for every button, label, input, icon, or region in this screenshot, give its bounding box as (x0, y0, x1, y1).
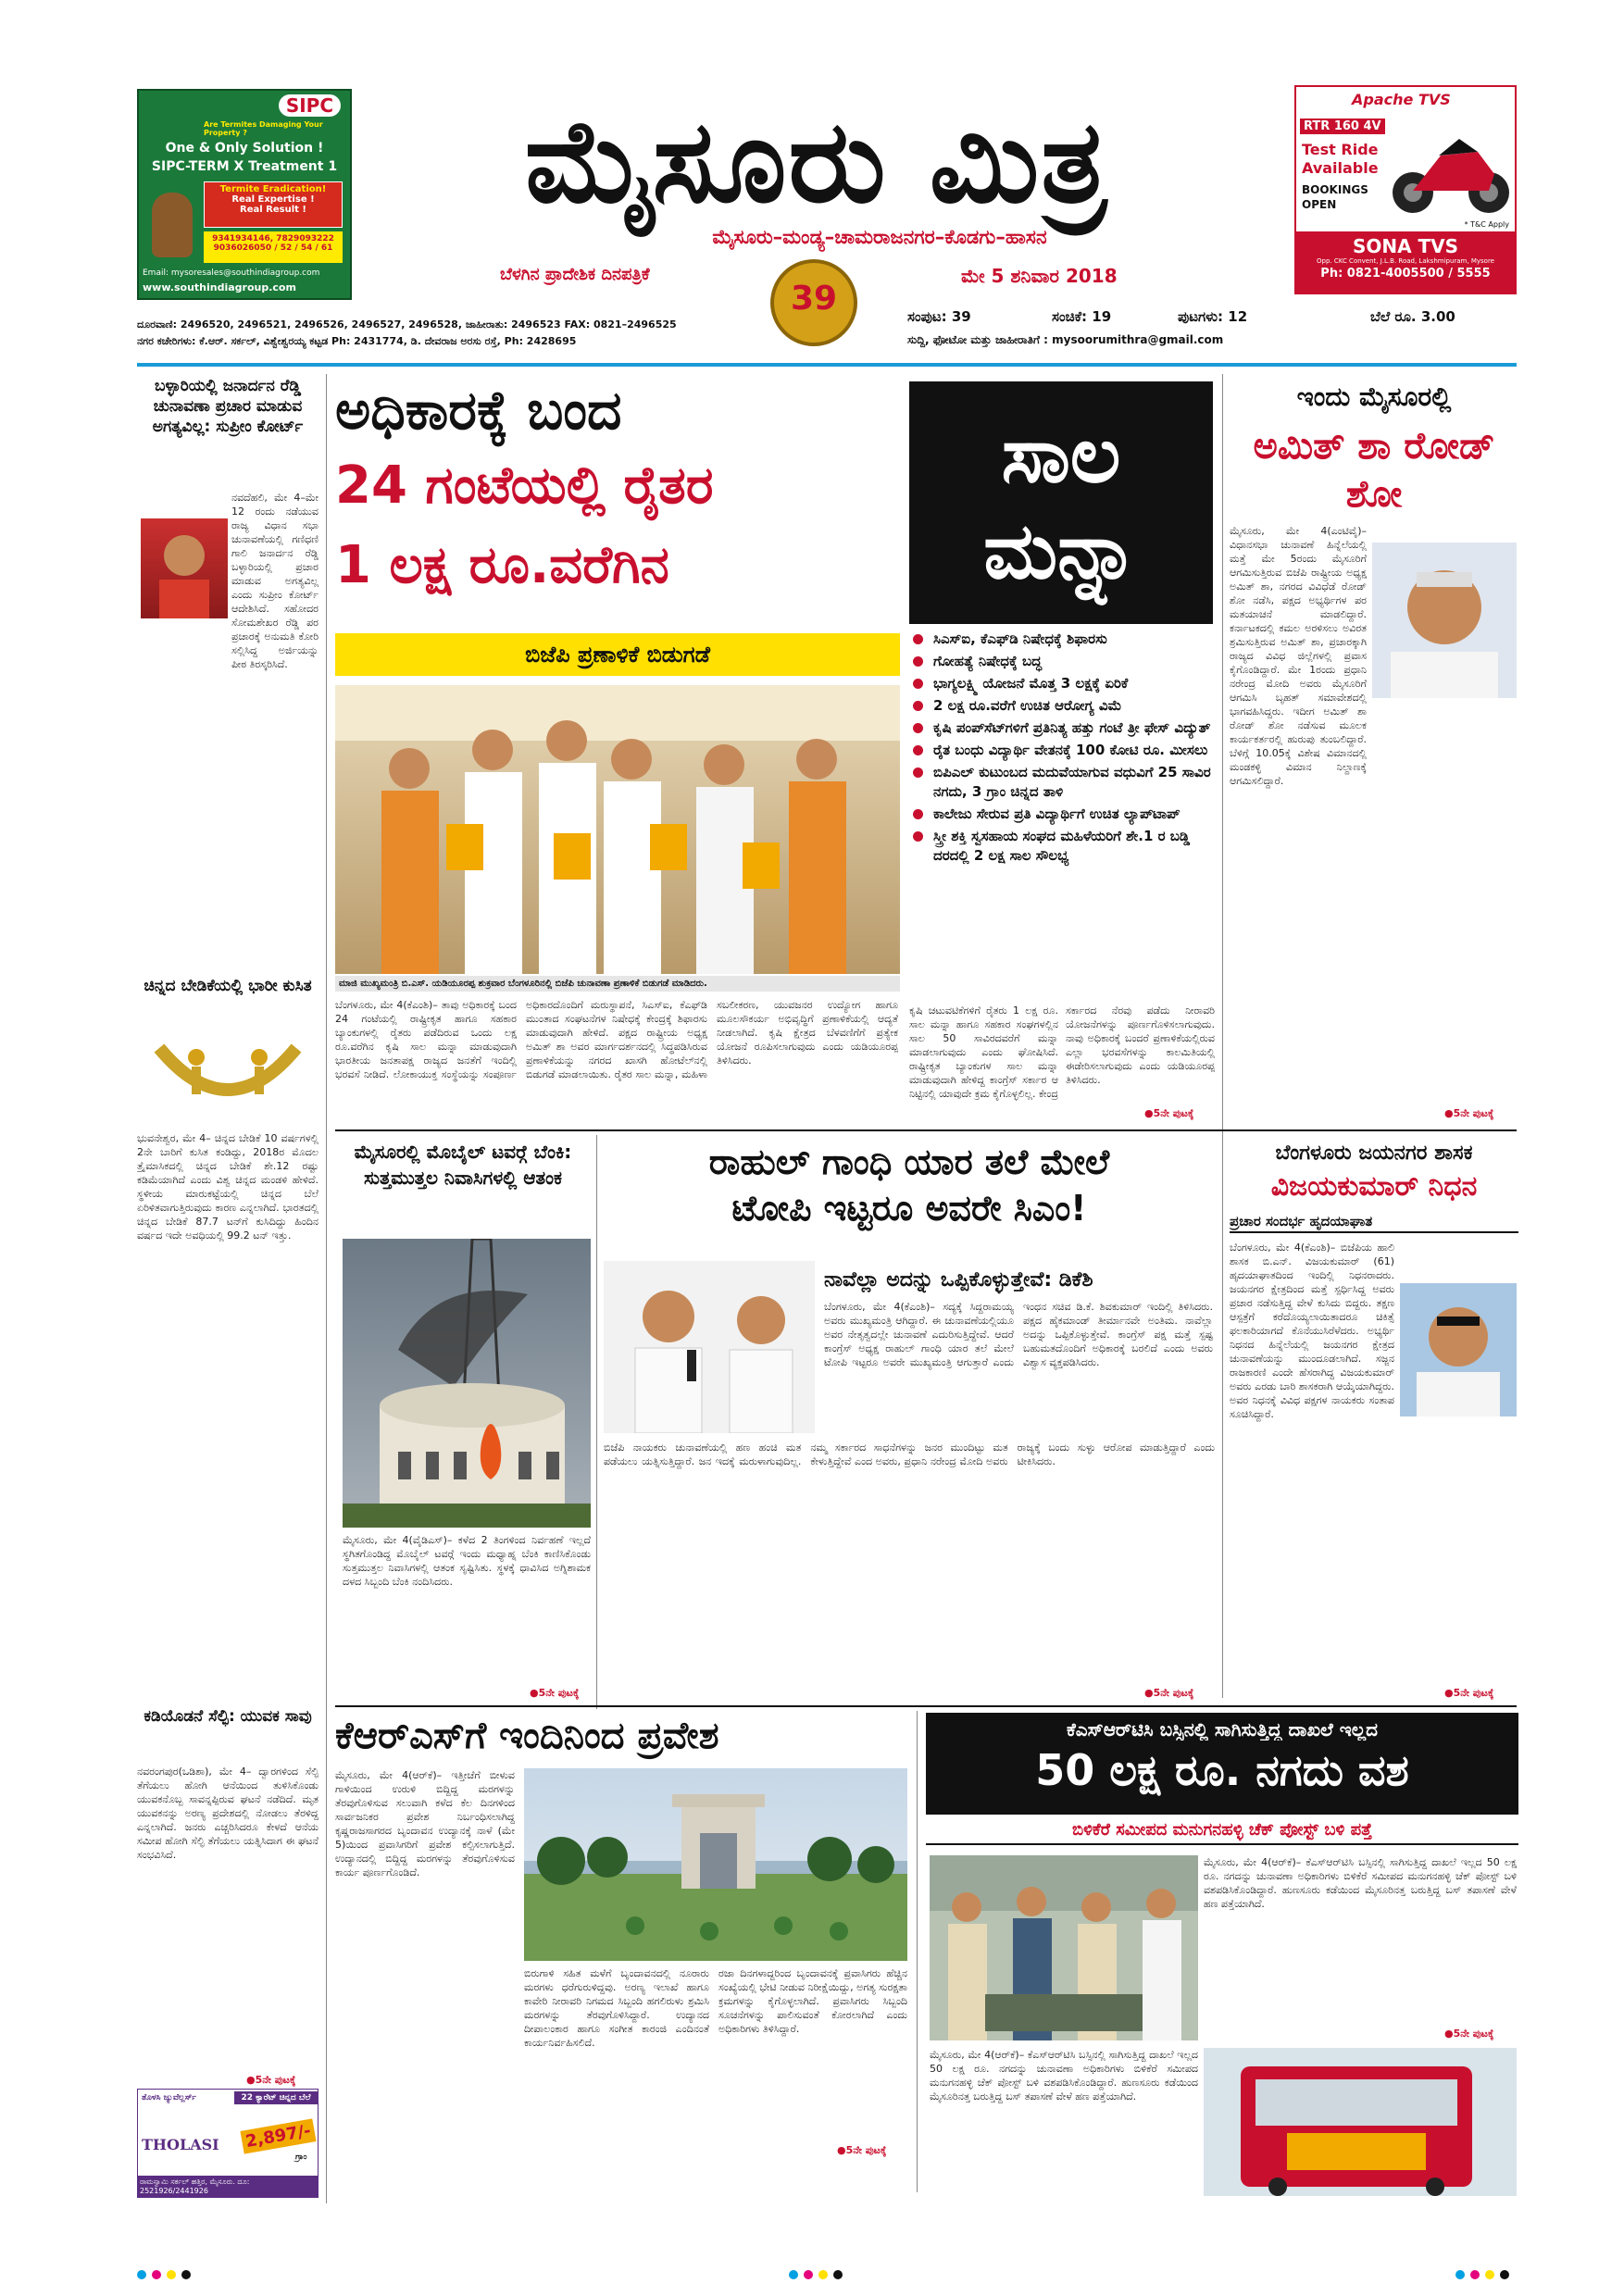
krs-photo (524, 1768, 907, 1961)
lead-bullet: ಸಿಎಸ್‍ಐ, ಕೆಎಫ್‍ಡಿ ನಿಷೇಧಕ್ಕೆ ಶಿಫಾರಸು (909, 630, 1215, 649)
ksrtc-head: 50 ಲಕ್ಷ ರೂ. ನಗದು ವಶ (1035, 1745, 1409, 1795)
ksrtc-cash-photo (930, 1855, 1198, 2040)
ad-sipc-phones: 9341934146, 7829093222 (212, 234, 334, 243)
lead-bullet: 2 ಲಕ್ಷ ರೂ.ವರೆಗೆ ಉಚಿತ ಆರೋಗ್ಯ ವಿಮೆ (909, 696, 1215, 716)
masthead-volume: ಸಂಪುಟ: 39 (907, 308, 971, 325)
ad-sipc-line4: Real Expertise ! (231, 194, 315, 205)
registration-dot-yellow (1485, 2270, 1494, 2279)
registration-dot-cyan (789, 2270, 798, 2279)
registration-dot-yellow (818, 2270, 828, 2279)
ksrtc-continue[interactable]: ●5ನೇ ಪುಟಕ್ಕೆ (1444, 2028, 1494, 2040)
lead-bullet: ಕೃಷಿ ಪಂಪ್‍ಸೆಟ್‍ಗಳಿಗೆ ಪ್ರತಿನಿತ್ಯ ಹತ್ತು ಗಂಟೆ ತ್ರೀ ಫೇಸ್ ವಿದ್ಯುತ್ (909, 718, 1215, 738)
lead-sub: ಬಿಜೆಪಿ ಪ್ರಣಾಳಿಕೆ ಬಿಡುಗಡೆ (335, 633, 900, 676)
jay-sub: ಪ್ರಚಾರ ಸಂದರ್ಭ ಹೃದಯಾಘಾತ (1230, 1213, 1518, 1233)
masthead-rule (137, 363, 1517, 367)
masthead-phones: ದೂರವಾಣಿ: 2496520, 2496521, 2496526, 2496527, 2496528, ಜಾಹೀರಾತು: 2496523 FAX: 0821–2496525 (137, 318, 677, 331)
lead-bullet: ಸ್ತ್ರೀ ಶಕ್ತಿ ಸ್ವಸಹಾಯ ಸಂಘದ ಮಹಿಳೆಯರಿಗೆ ಶೇ.1 ರ ಬಡ್ಡಿ ದರದಲ್ಲಿ 2 ಲಕ್ಷ ಸಾಲ ಸೌಲಭ್ಯ (909, 827, 1215, 866)
ad-sipc-line1: One & Only Solution ! (165, 141, 324, 156)
tower-photo (343, 1239, 591, 1528)
ad-tholasi-unit: ಗ್ರಾಂ (295, 2152, 307, 2162)
left-col-divider (326, 374, 327, 2203)
lead-box-text: ಸಾಲ ಮನ್ನಾ (983, 409, 1139, 596)
dks-photo (604, 1261, 815, 1433)
ad-sipc-phones-box (204, 231, 343, 263)
ad-sipc-line2: SIPC-TERM X Treatment 1 (151, 159, 338, 174)
tower-divider (596, 1135, 597, 1709)
right-col-divider (1222, 374, 1223, 1698)
krs-divider (917, 1711, 918, 2192)
amit-continue[interactable]: ●5ನೇ ಪುಟಕ್ಕೆ (1444, 1107, 1494, 1119)
lead-bullet: ಗೋಹತ್ಯೆ ನಿಷೇಧಕ್ಕೆ ಬದ್ಧ (909, 652, 1215, 671)
masthead-title: ಮೈಸೂರು ಮಿತ್ರ (524, 94, 1109, 229)
ad-sipc-line5: Real Result ! (240, 205, 306, 215)
krs-body2: ಬಿರುಗಾಳಿ ಸಹಿತ ಮಳೆಗೆ ಬೃಂದಾವನದಲ್ಲಿ ನೂರಾರು ಮರಗಳು ಧರೆಗುರುಳಿದ್ದವು. ಅರಣ್ಯ ಇಲಾಖೆ ಹಾಗೂ ಕಾವೇರಿ ನೀರಾವರಿ ನಿಗಮದ ಸಿಬ್ಬಂದಿ ಹಗಲಿರುಳು ಶ್ರಮಿಸಿ ಮರಗಳನ್ನು ತೆರವುಗೊಳಿಸಿದ್ದಾರೆ. ಉದ್ಯಾನದ ದೀಪಾಲಂಕಾರ ಹಾಗೂ ಸಂಗೀತ ಕಾರಂಜಿ ಎಂದಿನಂತೆ ಕಾರ್ಯನಿರ್ವಹಿಸಲಿದೆ. (524, 1967, 709, 2049)
ad-tholasi-addr: ರಾಮಸ್ವಾಮಿ ಸರ್ಕಲ್ ಹತ್ತಿರ, ಮೈಸೂರು. ದೂ: 2521926/2441926 (138, 2176, 318, 2197)
ksrtc-banner (926, 1713, 1518, 1815)
ad-tvs-ph: Ph: 0821-4005500 / 5555 (1320, 267, 1491, 281)
jay-body: ಬೆಂಗಳೂರು, ಮೇ 4(ಕೆಎಂಶಿ)– ಬಿಜೆಪಿಯ ಹಾಲಿ ಶಾಸಕ ಬಿ.ಎನ್. ವಿಜಯಕುಮಾರ್ (61) ಹೃದಯಾಘಾತದಿಂದ ಇಂದಿಲ್ಲಿ ನಿಧನರಾದರು. ಜಯನಗರ ಕ್ಷೇತ್ರದಿಂದ ಮತ್ತೆ ಸ್ಪರ್ಧಿಸಿದ್ದ ಅವರು ಪ್ರಚಾರ ನಡೆಸುತ್ತಿದ್ದ ವೇಳೆ ಕುಸಿದು ಬಿದ್ದರು. ತಕ್ಷಣ ಆಸ್ಪತ್ರೆಗೆ ಕರೆದೊಯ್ಯಲಾಯಿತಾದರೂ ಚಿಕಿತ್ಸೆ ಫಲಕಾರಿಯಾಗದೆ ಕೊನೆಯುಸಿರೆಳೆದರು. ಅಭ್ಯರ್ಥಿ ನಿಧನದ ಹಿನ್ನೆಲೆಯಲ್ಲಿ ಜಯನಗರ ಕ್ಷೇತ್ರದ ಚುನಾವಣೆಯನ್ನು ಮುಂದೂಡಲಾಗಿದೆ. ಸಜ್ಜನ ರಾಜಕಾರಣಿ ಎಂದೇ ಹೆಸರಾಗಿದ್ದ ವಿಜಯಕುಮಾರ್ ಅವರು ಎರಡು ಬಾರಿ ಶಾಸಕರಾಗಿ ಆಯ್ಕೆಯಾಗಿದ್ದರು. ಅವರ ನಿಧನಕ್ಕೆ ವಿವಿಧ ಪಕ್ಷಗಳ ನಾಯಕರು ಸಂತಾಪ ಸೂಚಿಸಿದ್ದಾರೆ. (1230, 1242, 1394, 1420)
registration-dot-black (181, 2270, 191, 2279)
krs-continue[interactable]: ●5ನೇ ಪುಟಕ್ಕೆ (837, 2144, 887, 2156)
lead-bullet: ಭಾಗ್ಯಲಕ್ಷ್ಮಿ ಯೋಜನೆ ಮೊತ್ತ 3 ಲಕ್ಷಕ್ಕೆ ಏರಿಕೆ (909, 674, 1215, 693)
krs-head: ಕೆಆರ್‌ಎಸ್‌ಗೆ ಇಂದಿನಿಂದ ಪ್ರವೇಶ (335, 1715, 719, 1757)
ad-sipc-web: www.southindiagroup.com (143, 281, 296, 293)
masthead-price: ಬೆಲೆ ರೂ. 3.00 (1370, 308, 1455, 325)
hrule-bottom (335, 1705, 1517, 1707)
krs-body3: ರಜಾ ದಿನಗಳಾದ್ದರಿಂದ ಬೃಂದಾವನಕ್ಕೆ ಪ್ರವಾಸಿಗರು ಹೆಚ್ಚಿನ ಸಂಖ್ಯೆಯಲ್ಲಿ ಭೇಟಿ ನೀಡುವ ನಿರೀಕ್ಷೆಯಿದ್ದು, ಅಗತ್ಯ ಸುರಕ್ಷತಾ ಕ್ರಮಗಳನ್ನು ಕೈಗೊಳ್ಳಲಾಗಿದೆ. ಪ್ರವಾಸಿಗರು ಸಿಬ್ಬಂದಿ ಸೂಚನೆಗಳನ್ನು ಪಾಲಿಸುವಂತೆ ಕೋರಲಾಗಿದೆ ಎಂದು ಅಧಿಕಾರಿಗಳು ತಿಳಿಸಿದ್ದಾರೆ. (718, 1967, 907, 2035)
left-col-story2-head: ಚಿನ್ನದ ಬೇಡಿಕೆಯಲ್ಲಿ ಭಾರೀ ಕುಸಿತ (144, 977, 312, 995)
ad-sipc-brand: SIPC (279, 94, 341, 117)
masthead-tagline: ಬೆಳಗಿನ ಪ್ರಾದೇಶಿಕ ದಿನಪತ್ರಿಕೆ (500, 265, 650, 284)
rahul-head2: ಟೋಪಿ ಇಟ್ಟರೂ ಅವರೇ ಸಿಎಂ! (731, 1188, 1087, 1229)
rahul-body: ಬೆಂಗಳೂರು, ಮೇ 4(ಕೆಎಂಶಿ)– ಸದ್ಯಕ್ಕೆ ಸಿದ್ದರಾಮಯ್ಯ ಅವರು ಮುಖ್ಯಮಂತ್ರಿ ಆಗಿದ್ದಾರೆ. ಈ ಚುನಾವಣೆಯಲ್ಲಿಯೂ ಅವರ ನೇತೃತ್ವದಲ್ಲೇ ಚುನಾವಣೆ ಎದುರಿಸುತ್ತಿದ್ದೇವೆ. ಆದರೆ ಕಾಂಗ್ರೆಸ್ ಅಧ್ಯಕ್ಷ ರಾಹುಲ್ ಗಾಂಧಿ ಯಾರ ತಲೆ ಮೇಲೆ ಟೋಪಿ ಇಟ್ಟರೂ ಅವರೇ ಮುಖ್ಯಮಂತ್ರಿ ಆಗುತ್ತಾರೆ ಎಂದು ಇಂಧನ ಸಚಿವ ಡಿ.ಕೆ. ಶಿವಕುಮಾರ್ ಇಂದಿಲ್ಲಿ ತಿಳಿಸಿದರು. ಪಕ್ಷದ ಹೈಕಮಾಂಡ್ ತೀರ್ಮಾನವೇ ಅಂತಿಮ. ನಾವೆಲ್ಲಾ ಅದನ್ನು ಒಪ್ಪಿಕೊಳ್ಳುತ್ತೇವೆ. ಕಾಂಗ್ರೆಸ್ ಪಕ್ಷ ಮತ್ತೆ ಸ್ಪಷ್ಟ ಬಹುಮತದೊಂದಿಗೆ ಅಧಿಕಾರಕ್ಕೆ ಬರಲಿದೆ ಎಂದು ಅವರು ವಿಶ್ವಾಸ ವ್ಯಕ್ತಪಡಿಸಿದರು. (824, 1301, 1213, 1368)
lead-photo (335, 685, 900, 974)
ad-sipc-line3: Termite Eradication! (219, 184, 327, 194)
ad-tvs[interactable] (1294, 85, 1517, 294)
ad-tvs-footer (1296, 231, 1515, 294)
ad-sipc-email: Email: mysoresales@southindiagroup.com (143, 268, 320, 278)
amit-body: ಮೈಸೂರು, ಮೇ 4(ಎಂಟಿವೈ)– ವಿಧಾನಸಭಾ ಚುನಾವಣೆ ಹಿನ್ನೆಲೆಯಲ್ಲಿ ಮತ್ತೆ ಮೇ 5ರಂದು ಮೈಸೂರಿಗೆ ಆಗಮಿಸುತ್ತಿರುವ ಬಿಜೆಪಿ ರಾಷ್ಟ್ರೀಯ ಅಧ್ಯಕ್ಷ ಅಮಿತ್ ಶಾ, ನಗರದ ವಿವಿಧೆಡೆ ರೋಡ್ ಶೋ ನಡೆಸಿ, ಪಕ್ಷದ ಅಭ್ಯರ್ಥಿಗಳ ಪರ ಮತಯಾಚನೆ ಮಾಡಲಿದ್ದಾರೆ. ಕರ್ನಾಟಕದಲ್ಲಿ ಕಮಲ ಅರಳಿಸಲು ಅವಿರತ ಶ್ರಮಿಸುತ್ತಿರುವ ಅಮಿತ್ ಶಾ, ಪ್ರಚಾರಕ್ಕಾಗಿ ರಾಜ್ಯದ ವಿವಿಧ ಜಿಲ್ಲೆಗಳಲ್ಲಿ ಪ್ರವಾಸ ಕೈಗೊಂಡಿದ್ದಾರೆ. ಮೇ 1ರಂದು ಪ್ರಧಾನಿ ನರೇಂದ್ರ ಮೋದಿ ಅವರು ಮೈಸೂರಿಗೆ ಆಗಮಿಸಿ ಬೃಹತ್ ಸಮಾವೇಶದಲ್ಲಿ ಭಾಗವಹಿಸಿದ್ದರು. ಇದೀಗ ಅಮಿತ್ ಶಾ ರೋಡ್ ಶೋ ನಡೆಸುವ ಮೂಲಕ ಕಾರ್ಯಕರ್ತರಲ್ಲಿ ಹುರುಪು ತುಂಬಲಿದ್ದಾರೆ. ಬೆಳಿಗ್ಗೆ 10.05ಕ್ಕೆ ವಿಶೇಷ ವಿಮಾನದಲ್ಲಿ ಮಂಡಕಳ್ಳಿ ವಿಮಾನ ನಿಲ್ದಾಣಕ್ಕೆ ಆಗಮಿಸಲಿದ್ದಾರೆ. (1230, 525, 1367, 787)
registration-dot-magenta (1470, 2270, 1480, 2279)
registration-dot-cyan (137, 2270, 146, 2279)
left-col-story3-body: ನವರಂಗಪುರ(ಒಡಿಶಾ), ಮೇ 4– ದ್ವಾರಗಳಿಂದ ಸೆಲ್ಫಿ ತೆಗೆಯಲು ಹೋಗಿ ಆನೆಯಿಂದ ತುಳಿಸಿಕೊಂಡು ಯುವಕನೊಬ್ಬ ಸಾವನ್ನಪ್ಪಿರುವ ಘಟನೆ ನಡೆದಿದೆ. ಮೃತ ಯುವಕನನ್ನು ಅರಣ್ಯ ಪ್ರದೇಶದಲ್ಲಿ ನೋಡಲು ತೆರಳಿದ್ದ ಎನ್ನಲಾಗಿದೆ. ಜನರು ಎಚ್ಚರಿಸಿದರೂ ಕೇಳದೆ ಆನೆಯ ಸಮೀಪ ಹೋಗಿ ಸೆಲ್ಫಿ ತೆಗೆಯಲು ಯತ್ನಿಸಿದಾಗ ಈ ಘಟನೆ ಸಂಭವಿಸಿದೆ. (137, 1766, 319, 1861)
hrule-mid (335, 1129, 1517, 1131)
ad-sipc-slogan: Are Termites Damaging Your Property ? (204, 120, 323, 137)
lead-bullet: ರೈತ ಬಂಧು ವಿದ್ಯಾರ್ಥಿ ವೇತನಕ್ಕೆ 100 ಕೋಟಿ ರೂ. ಮೀಸಲು (909, 741, 1215, 760)
lead-caption: ಮಾಜಿ ಮುಖ್ಯಮಂತ್ರಿ ಬಿ.ಎಸ್. ಯಡಿಯೂರಪ್ಪ ಶುಕ್ರವಾರ ಬೆಂಗಳೂರಿನಲ್ಲಿ ಬಿಜೆಪಿ ಚುನಾವಣಾ ಪ್ರಣಾಳಿಕೆ ಬಿಡುಗಡೆ ಮಾಡಿದರು. (335, 976, 900, 992)
ad-tholasi-brand: THOLASI (142, 2136, 219, 2153)
anniversary-logo (770, 259, 857, 346)
ad-tvs-model: RTR 160 4V (1300, 119, 1385, 134)
ksrtc-bus-photo (1204, 2048, 1517, 2196)
ksrtc-sub: ಬಿಳಿಕೆರೆ ಸಮೀಪದ ಮನುಗನಹಳ್ಳಿ ಚೆಕ್ ಪೋಸ್ಟ್ ಬಳಿ ಪತ್ತೆ (926, 1820, 1518, 1845)
jay-head: ವಿಜಯಕುಮಾರ್ ನಿಧನ (1270, 1170, 1478, 1203)
masthead-regions: ಮೈಸೂರು–ಮಂಡ್ಯ–ಚಾಮರಾಜನಗರ–ಕೊಡಗು–ಹಾಸನ (712, 226, 1047, 248)
ad-tvs-l2: Available (1302, 159, 1379, 177)
masthead-pages: ಪುಟಗಳು: 12 (1178, 308, 1248, 325)
left-col-story1-body: ನವದೆಹಲಿ, ಮೇ 4–ಮೇ 12 ರಂದು ನಡೆಯುವ ರಾಜ್ಯ ವಿಧಾನ ಸಭಾ ಚುನಾವಣೆಯಲ್ಲಿ ಗಣಿಧಣಿ ಗಾಲಿ ಜನಾರ್ದನ ರೆಡ್ಡಿ ಬಳ್ಳಾರಿಯಲ್ಲಿ ಪ್ರಚಾರ ಮಾಡುವ ಅಗತ್ಯವಿಲ್ಲ ಎಂದು ಸುಪ್ರೀಂ ಕೋರ್ಟ್ ಆದೇಶಿಸಿದೆ. ಸಹೋದರ ಸೋಮಶೇಖರ ರೆಡ್ಡಿ ಪರ ಪ್ರಚಾರಕ್ಕೆ ಅನುಮತಿ ಕೋರಿ ಸಲ್ಲಿಸಿದ್ದ ಅರ್ಜಿಯನ್ನು ಪೀಠ ತಿರಸ್ಕರಿಸಿದೆ. (231, 492, 319, 670)
masthead-date: ಮೇ 5 ಶನಿವಾರ 2018 (961, 265, 1118, 287)
lead-head2: 24 ಗಂಟೆಯಲ್ಲಿ ರೈತರ (335, 455, 714, 516)
rahul-body2: ಬಿಜೆಪಿ ನಾಯಕರು ಚುನಾವಣೆಯಲ್ಲಿ ಹಣ ಹಂಚಿ ಮತ ಪಡೆಯಲು ಯತ್ನಿಸುತ್ತಿದ್ದಾರೆ. ಜನ ಇದಕ್ಕೆ ಮರುಳಾಗುವುದಿಲ್ಲ. ನಮ್ಮ ಸರ್ಕಾರದ ಸಾಧನೆಗಳನ್ನು ಜನರ ಮುಂದಿಟ್ಟು ಮತ ಕೇಳುತ್ತಿದ್ದೇವೆ ಎಂದ ಅವರು, ಪ್ರಧಾನಿ ನರೇಂದ್ರ ಮೋದಿ ಅವರು ರಾಜ್ಯಕ್ಕೆ ಬಂದು ಸುಳ್ಳು ಆರೋಪ ಮಾಡುತ್ತಿದ್ದಾರೆ ಎಂದು ಟೀಕಿಸಿದರು. (604, 1441, 1215, 1467)
ad-tholasi[interactable] (137, 2089, 319, 2198)
rahul-head1: ರಾಹುಲ್ ಗಾಂಧಿ ಯಾರ ತಲೆ ಮೇಲೆ (708, 1142, 1110, 1182)
ksrtc-body-cont: ಮೈಸೂರು, ಮೇ 4(ಆರ್‌ಕೆ)– ಕೆಎಸ್‌ಆರ್‌ಟಿಸಿ ಬಸ್ಸಿನಲ್ಲಿ ಸಾಗಿಸುತ್ತಿದ್ದ ದಾಖಲೆ ಇಲ್ಲದ 50 ಲಕ್ಷ ರೂ. ನಗದನ್ನು ಚುನಾವಣಾ ಅಧಿಕಾರಿಗಳು ಬಿಳಿಕೆರೆ ಸಮೀಪದ ಮನುಗನಹಳ್ಳಿ ಚೆಕ್ ಪೋಸ್ಟ್ ಬಳಿ ವಶಪಡಿಸಿಕೊಂಡಿದ್ದಾರೆ. ಹುಣಸೂರು ಕಡೆಯಿಂದ ಮೈಸೂರಿನತ್ತ ಬರುತ್ತಿದ್ದ ಬಸ್ ತಪಾಸಣೆ ವೇಳೆ ಹಣ ಪತ್ತೆಯಾಗಿದೆ. (930, 2049, 1198, 2103)
motorcycle-icon (1385, 119, 1515, 218)
left-col-story3-head: ಕಡಿಯೊಡನೆ ಸೆಲ್ಫಿ: ಯುವಕ ಸಾವು (144, 1707, 312, 1726)
lead-head3: 1 ಲಕ್ಷ ರೂ.ವರೆಗಿನ (335, 535, 669, 595)
lead-bullet: ಬಿಪಿಎಲ್ ಕುಟುಂಬದ ಮದುವೆಯಾಗುವ ವಧುವಿಗೆ 25 ಸಾವಿರ ನಗದು, 3 ಗ್ರಾಂ ಚಿನ್ನದ ತಾಳಿ (909, 763, 1215, 802)
registration-dot-black (833, 2270, 843, 2279)
left-col-continue[interactable]: ●5ನೇ ಪುಟಕ್ಕೆ (246, 2074, 296, 2086)
registration-dot-magenta (152, 2270, 161, 2279)
registration-dot-black (1500, 2270, 1509, 2279)
ad-sipc[interactable] (137, 89, 352, 300)
lead-body: ಬೆಂಗಳೂರು, ಮೇ 4(ಕೆಎಂಶಿ)– ತಾವು ಅಧಿಕಾರಕ್ಕೆ ಬಂದ 24 ಗಂಟೆಯಲ್ಲಿ ರಾಷ್ಟ್ರೀಕೃತ ಹಾಗೂ ಸಹಕಾರ ಬ್ಯಾಂಕುಗಳಲ್ಲಿ ರೈತರು ಪಡೆದಿರುವ ಒಂದು ಲಕ್ಷ ರೂ.ವರೆಗಿನ ಕೃಷಿ ಸಾಲ ಮನ್ನಾ ಮಾಡುವುದಾಗಿ ಭಾರತೀಯ ಜನತಾಪಕ್ಷ ರಾಜ್ಯದ ಜನತೆಗೆ ಇಂದಿಲ್ಲಿ ಭರವಸೆ ನೀಡಿದೆ. ಲೋಕಾಯುಕ್ತ ಸಂಸ್ಥೆಯನ್ನು ಸಂಪೂರ್ಣ ಅಧಿಕಾರದೊಂದಿಗೆ ಮರುಸ್ಥಾಪನೆ, ಸಿಎಸ್‍ಐ, ಕೆಎಫ್‍ಡಿ ಮುಂತಾದ ಸಂಘಟನೆಗಳ ನಿಷೇಧಕ್ಕೆ ಕೇಂದ್ರಕ್ಕೆ ಶಿಫಾರಸು ಮಾಡುವುದಾಗಿ ಹೇಳಿದೆ. ಪಕ್ಷದ ರಾಷ್ಟ್ರೀಯ ಅಧ್ಯಕ್ಷ ಅಮಿತ್ ಶಾ ಅವರ ಮಾರ್ಗದರ್ಶನದಲ್ಲಿ ಸಿದ್ಧಪಡಿಸಿರುವ ಪ್ರಣಾಳಿಕೆಯನ್ನು ನಗರದ ಖಾಸಗಿ ಹೋಟೆಲ್‍ನಲ್ಲಿ ಬಿಡುಗಡೆ ಮಾಡಲಾಯಿತು. ರೈತರ ಸಾಲ ಮನ್ನಾ, ಮಹಿಳಾ ಸಬಲೀಕರಣ, ಯುವಜನರ ಉದ್ಯೋಗ ಹಾಗೂ ಮೂಲಸೌಕರ್ಯ ಅಭಿವೃದ್ಧಿಗೆ ಪ್ರಣಾಳಿಕೆಯಲ್ಲಿ ಆದ್ಯತೆ ನೀಡಲಾಗಿದೆ. ಕೃಷಿ ಕ್ಷೇತ್ರದ ಬೆಳವಣಿಗೆಗೆ ಪ್ರತ್ಯೇಕ ಯೋಜನೆ ರೂಪಿಸಲಾಗುವುದು ಎಂದು ಯಡಿಯೂರಪ್ಪ ತಿಳಿಸಿದರು. (335, 999, 898, 1080)
amit-head: ಅಮಿತ್ ಶಾ ರೋಡ್ ಶೋ (1253, 425, 1495, 516)
ad-sipc-box (204, 181, 343, 228)
lead-bullets (909, 630, 1215, 1000)
amit-kicker: ಇಂದು ಮೈಸೂರಲ್ಲಿ (1296, 381, 1452, 412)
ad-tvs-tc: * T&C Apply (1464, 220, 1509, 229)
ksrtc-body: ಮೈಸೂರು, ಮೇ 4(ಆರ್‌ಕೆ)– ಕೆಎಸ್‌ಆರ್‌ಟಿಸಿ ಬಸ್ಸಿನಲ್ಲಿ ಸಾಗಿಸುತ್ತಿದ್ದ ದಾಖಲೆ ಇಲ್ಲದ 50 ಲಕ್ಷ ರೂ. ನಗದನ್ನು ಚುನಾವಣಾ ಅಧಿಕಾರಿಗಳು ಬಿಳಿಕೆರೆ ಸಮೀಪದ ಮನುಗನಹಳ್ಳಿ ಚೆಕ್ ಪೋಸ್ಟ್ ಬಳಿ ವಶಪಡಿಸಿಕೊಂಡಿದ್ದಾರೆ. ಹುಣಸೂರು ಕಡೆಯಿಂದ ಮೈಸೂರಿನತ್ತ ಬರುತ್ತಿದ್ದ ಬಸ್ ತಪಾಸಣೆ ವೇಳೆ ಹಣ ಪತ್ತೆಯಾಗಿದೆ. (1204, 1856, 1517, 1910)
ad-tvs-l1: Test Ride (1302, 141, 1379, 158)
ksrtc-kicker: ಕೆಎಸ್‌ಆರ್‌ಟಿಸಿ ಬಸ್ಸಿನಲ್ಲಿ ಸಾಗಿಸುತ್ತಿದ್ದ ದಾಖಲೆ ಇಲ್ಲದ (1066, 1718, 1379, 1741)
masthead-city-office: ನಗರ ಕಚೇರಿಗಳು: ಕೆ.ಆರ್. ಸರ್ಕಲ್, ವಿಶ್ವೇಶ್ವರಯ್ಯ ಕಟ್ಟಡ Ph: 2431774, ಡಿ. ದೇವರಾಜ ಅರಸು ರಸ್ತೆ, Ph: 2428695 (137, 335, 577, 347)
registration-dot-yellow (167, 2270, 176, 2279)
ad-tvs-addr: Opp. CKC Convent, J.L.B. Road, Lakshmipuram, Mysore (1317, 257, 1494, 265)
left-col-story2-body: ಭುವನೇಶ್ವರ, ಮೇ 4– ಚಿನ್ನದ ಬೇಡಿಕೆ 10 ವರ್ಷಗಳಲ್ಲಿ 2ನೇ ಬಾರಿಗೆ ಕುಸಿತ ಕಂಡಿದ್ದು, 2018ರ ಮೊದಲ ತ್ರೈಮಾಸಿಕದಲ್ಲಿ ಚಿನ್ನದ ಬೇಡಿಕೆ ಶೇ.12 ರಷ್ಟು ಕಡಿಮೆಯಾಗಿದೆ ಎಂದು ವಿಶ್ವ ಚಿನ್ನದ ಮಂಡಳಿ ಹೇಳಿದೆ. ಸ್ಥಳೀಯ ಮಾರುಕಟ್ಟೆಯಲ್ಲಿ ಚಿನ್ನದ ಬೆಲೆ ಏರಿಳಿತವಾಗುತ್ತಿರುವುದು ಕಾರಣ ಎನ್ನಲಾಗಿದೆ. ಭಾರತದಲ್ಲಿ ಚಿನ್ನದ ಬೇಡಿಕೆ 87.7 ಟನ್‍ಗೆ ಕುಸಿದಿದ್ದು ಹಿಂದಿನ ವರ್ಷದ ಇದೇ ಅವಧಿಯಲ್ಲಿ 99.2 ಟನ್ ಇತ್ತು. (137, 1132, 319, 1242)
registration-dot-magenta (804, 2270, 813, 2279)
masthead-issue: ಸಂಚಿಕೆ: 19 (1052, 308, 1112, 325)
left-col-story1-head: ಬಳ್ಳಾರಿಯಲ್ಲಿ ಜನಾರ್ದನ ರೆಡ್ಡಿ ಚುನಾವಣಾ ಪ್ರಚಾರ ಮಾಡುವ ಅಗತ್ಯವಿಲ್ಲ: ಸುಪ್ರೀಂ ಕೋರ್ಟ್ (152, 377, 304, 436)
lead-box (909, 381, 1213, 624)
gold-jewellery-photo (141, 1029, 315, 1122)
jay-continue[interactable]: ●5ನೇ ಪುಟಕ್ಕೆ (1444, 1687, 1494, 1699)
ad-tvs-brand: Apache TVS (1352, 91, 1451, 108)
rahul-continue[interactable]: ●5ನೇ ಪುಟಕ್ಕೆ (1144, 1687, 1194, 1699)
ad-tvs-dealer: SONA TVS (1352, 235, 1459, 257)
termite-icon (152, 193, 193, 257)
tower-body: ಮೈಸೂರು, ಮೇ 4(ವೈಡಿಎಸ್)– ಕಳೆದ 2 ತಿಂಗಳಿಂದ ನಿರ್ವಹಣೆ ಇಲ್ಲದೆ ಸ್ಥಗಿತಗೊಂಡಿದ್ದ ಮೊಬೈಲ್ ಟವರ್‍ಗೆ ಇಂದು ಮಧ್ಯಾಹ್ನ ಬೆಂಕಿ ಕಾಣಿಸಿಕೊಂಡು ಸುತ್ತಮುತ್ತಲ ನಿವಾಸಿಗಳಲ್ಲಿ ಆತಂಕ ಸೃಷ್ಟಿಸಿತು. ಸ್ಥಳಕ್ಕೆ ಧಾವಿಸಿದ ಅಗ್ನಿಶಾಮಕ ದಳದ ಸಿಬ್ಬಂದಿ ಬೆಂಕಿ ನಂದಿಸಿದರು. (343, 1534, 591, 1588)
lead-head1: ಅಧಿಕಾರಕ್ಕೆ ಬಂದ (335, 379, 622, 442)
krs-body1: ಮೈಸೂರು, ಮೇ 4(ಆರ್‌ಕೆ)– ಇತ್ತೀಚೆಗೆ ಬೀಳುವ ಗಾಳಿಯಿಂದ ಉರುಳಿ ಬಿದ್ದಿದ್ದ ಮರಗಳನ್ನು ತೆರವುಗೊಳಿಸುವ ಸಲುವಾಗಿ ಕಳೆದ ಕೆಲ ದಿನಗಳಿಂದ ಸಾರ್ವಜನಿಕರ ಪ್ರವೇಶ ನಿರ್ಬಂಧಿಸಲಾಗಿದ್ದ ಕೃಷ್ಣರಾಜಸಾಗರದ ಬೃಂದಾವನ ಉದ್ಯಾನಕ್ಕೆ ನಾಳೆ (ಮೇ 5)ಯಿಂದ ಪ್ರವಾಸಿಗರಿಗೆ ಪ್ರವೇಶ ಕಲ್ಪಿಸಲಾಗುತ್ತಿದೆ. ಉದ್ಯಾನದಲ್ಲಿ ಬಿದ್ದಿದ್ದ ಮರಗಳನ್ನು ತೆರವುಗೊಳಿಸುವ ಕಾರ್ಯ ಪೂರ್ಣಗೊಂಡಿದೆ. (335, 1769, 515, 1878)
ad-tholasi-offer: 22 ಕ್ಯಾರೆಟ್ ಚಿನ್ನದ ಬೆಲೆ (234, 2091, 318, 2104)
lead-bullet: ಕಾಲೇಜು ಸೇರುವ ಪ್ರತಿ ವಿದ್ಯಾರ್ಥಿಗೆ ಉಚಿತ ಲ್ಯಾಪ್‍ಟಾಪ್ (909, 805, 1215, 824)
ad-tholasi-sub: ತೊಳಸಿ ಜ್ಯುವೆಲ್ಲರ್ಸ್ (142, 2093, 196, 2103)
lead-cont: ಕೃಷಿ ಚಟುವಟಿಕೆಗಳಿಗೆ ರೈತರು 1 ಲಕ್ಷ ರೂ. ಸಾಲ ಮನ್ನಾ ಹಾಗೂ ಸಹಕಾರ ಸಂಘಗಳಲ್ಲಿನ ಸಾಲ 50 ಸಾವಿರದವರೆಗೆ ಮನ್ನಾ ಮಾಡಲಾಗುವುದು ಎಂದು ಘೋಷಿಸಿದೆ. ರಾಷ್ಟ್ರೀಕೃತ ಬ್ಯಾಂಕುಗಳ ಸಾಲ ಮನ್ನಾ ಮಾಡುವುದಾಗಿ ಹೇಳಿದ್ದ ಕಾಂಗ್ರೆಸ್ ಸರ್ಕಾರ ಆ ನಿಟ್ಟಿನಲ್ಲಿ ಯಾವುದೇ ಕ್ರಮ ಕೈಗೊಳ್ಳಲಿಲ್ಲ. ಕೇಂದ್ರ ಸರ್ಕಾರದ ನೆರವು ಪಡೆದು ನೀರಾವರಿ ಯೋಜನೆಗಳನ್ನು ಪೂರ್ಣಗೊಳಿಸಲಾಗುವುದು. ನಾವು ಅಧಿಕಾರಕ್ಕೆ ಬಂದರೆ ಪ್ರಣಾಳಿಕೆಯಲ್ಲಿರುವ ಎಲ್ಲಾ ಭರವಸೆಗಳನ್ನು ಕಾಲಮಿತಿಯಲ್ಲಿ ಈಡೇರಿಸಲಾಗುವುದು ಎಂದು ಯಡಿಯೂರಪ್ಪ ತಿಳಿಸಿದರು. (909, 1004, 1215, 1100)
tower-continue[interactable]: ●5ನೇ ಪುಟಕ್ಕೆ (530, 1687, 580, 1699)
rahul-sub: ನಾವೆಲ್ಲಾ ಅದನ್ನು ಒಪ್ಪಿಕೊಳ್ಳುತ್ತೇವೆ: ಡಿಕೆಶಿ (824, 1268, 1093, 1292)
ad-tvs-l3: BOOKINGS (1302, 183, 1368, 196)
ad-tholasi-price: 2,897/- (240, 2118, 316, 2153)
ad-sipc-phones2: 9036026050 / 52 / 54 / 61 (213, 243, 333, 253)
lead-continue[interactable]: ●5ನೇ ಪುಟಕ್ಕೆ (1144, 1107, 1194, 1119)
jay-kicker: ಬೆಂಗಳೂರು ಜಯನಗರ ಶಾಸಕ (1275, 1142, 1473, 1165)
tower-head: ಮೈಸೂರಲ್ಲಿ ಮೊಬೈಲ್ ಟವರ್‍ಗೆ ಬೆಂಕಿ: ಸುತ್ತಮುತ್ತಲ ನಿವಾಸಿಗಳಲ್ಲಿ ಆತಂಕ (354, 1141, 572, 1189)
anniversary-number: 39 (790, 280, 838, 318)
registration-dot-cyan (1455, 2270, 1465, 2279)
ad-tvs-l4: OPEN (1302, 198, 1337, 211)
masthead-email: ಸುದ್ದಿ, ಫೋಟೋ ಮತ್ತು ಜಾಹೀರಾತಿಗೆ : mysoorumithra@gmail.com (907, 333, 1224, 346)
